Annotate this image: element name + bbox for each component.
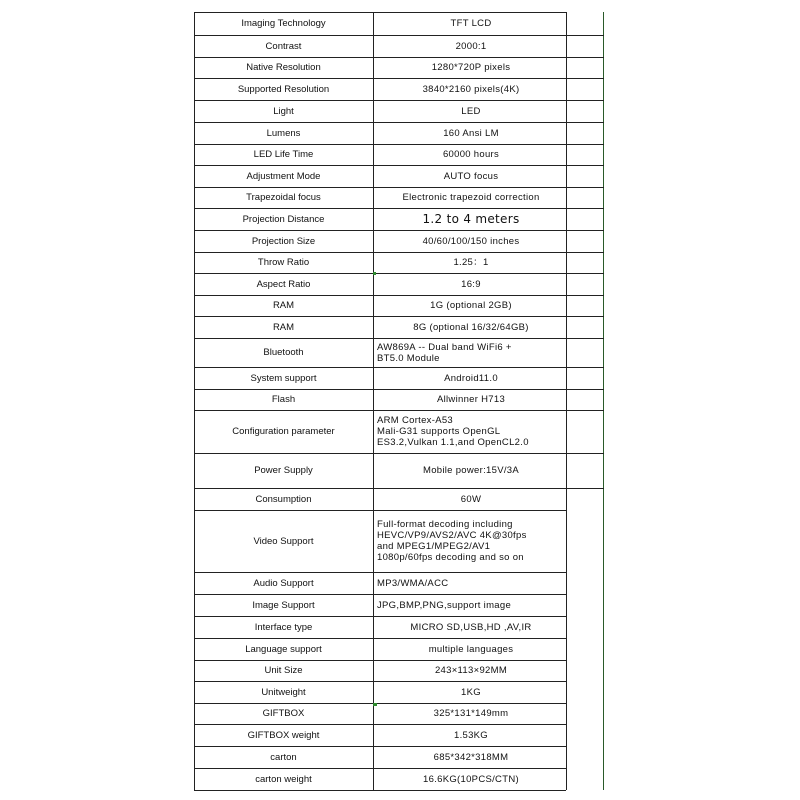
- spec-label: Audio Support: [253, 577, 314, 589]
- spec-label: GIFTBOX: [262, 708, 305, 719]
- spec-label: Language support: [245, 643, 322, 655]
- spec-value: JPG,BMP,PNG,support image: [377, 599, 512, 611]
- spec-value: 685*342*318MM: [433, 751, 509, 763]
- spec-label: Image Support: [252, 599, 315, 611]
- spec-label: Adjustment Mode: [246, 170, 321, 182]
- table-row: [194, 100, 566, 122]
- spec-label: Configuration parameter: [232, 426, 335, 437]
- table-row: [194, 638, 566, 660]
- spec-value: ARM Cortex-A53 Mali-G31 supports OpenGL ES3.2,Vulkan 1.1,and OpenCL2.0: [377, 415, 529, 448]
- spec-value: multiple languages: [428, 643, 514, 655]
- spec-value: 2000:1: [455, 40, 487, 52]
- spec-label: Unitweight: [261, 686, 306, 698]
- table-row: [194, 12, 566, 35]
- spec-value: 3840*2160 pixels(4K): [422, 83, 520, 95]
- spec-label: Contrast: [265, 40, 302, 52]
- table-row-divider: [194, 790, 566, 791]
- table-row: [194, 724, 566, 746]
- table-row: [194, 208, 566, 230]
- spec-label: Supported Resolution: [237, 83, 330, 95]
- spec-value: 325*131*149mm: [433, 708, 509, 719]
- spec-value: AUTO focus: [443, 170, 499, 182]
- spec-value: Android11.0: [444, 372, 498, 384]
- spec-label: Native Resolution: [246, 62, 321, 73]
- table-row: [194, 453, 566, 488]
- spec-value: MP3/WMA/ACC: [377, 577, 449, 589]
- table-right-border: [566, 12, 567, 790]
- spec-value: Mobile power:15V/3A: [422, 465, 519, 476]
- spec-value: 60000 hours: [442, 149, 500, 160]
- spec-value: 160 Ansi LM: [443, 127, 499, 139]
- table-row: [194, 165, 566, 187]
- green-cell-mark: [373, 703, 377, 706]
- spec-label: Light: [273, 105, 294, 117]
- spec-label: Flash: [271, 394, 296, 405]
- table-row: [194, 389, 566, 410]
- table-row: [194, 78, 566, 100]
- spec-value: 16:9: [461, 278, 481, 290]
- table-row: [194, 367, 566, 389]
- spec-value: 1.2 to 4 meters: [422, 211, 520, 226]
- spec-label: carton weight: [255, 773, 312, 785]
- spec-label: Aspect Ratio: [256, 278, 311, 290]
- table-row: [194, 35, 566, 57]
- table-row: [194, 295, 566, 316]
- table-row: [194, 338, 566, 367]
- spec-value: TFT LCD: [450, 18, 492, 29]
- spec-label: Throw Ratio: [257, 257, 310, 268]
- spec-value: LED: [461, 105, 481, 117]
- table-row: [194, 703, 566, 724]
- table-row: [194, 316, 566, 338]
- spec-value: MICRO SD,USB,HD ,AV,IR: [410, 621, 532, 633]
- spec-value: 16.6KG(10PCS/CTN): [423, 773, 519, 785]
- spec-value: 40/60/100/150 inches: [422, 235, 520, 247]
- spec-label: Trapezoidal focus: [246, 192, 321, 203]
- table-row: [194, 510, 566, 572]
- spec-label: Projection Distance: [242, 213, 325, 225]
- spec-value: 8G (optional 16/32/64GB): [413, 321, 529, 333]
- table-row: [194, 594, 566, 616]
- table-row: [194, 746, 566, 768]
- spec-value: 1.25：1: [453, 257, 489, 268]
- spec-value: AW869A -- Dual band WiFi6 + BT5.0 Module: [377, 341, 512, 364]
- spec-label: carton: [270, 751, 297, 763]
- spec-label: LED Life Time: [253, 149, 314, 160]
- outer-right-border: [603, 12, 604, 790]
- spec-value: Full-format decoding including HEVC/VP9/AVS2/AVC 4K@30fps and MPEG1/MPEG2/AV1 1080p/60fps decoding and so on: [377, 519, 527, 563]
- table-row: [194, 273, 566, 295]
- spec-label: Imaging Technology: [241, 18, 326, 29]
- table-row: [194, 230, 566, 252]
- spec-value: 1G (optional 2GB): [430, 300, 512, 311]
- spec-value: Allwinner H713: [436, 394, 506, 405]
- spec-value: 1.53KG: [453, 729, 488, 741]
- green-cell-mark: [373, 272, 376, 275]
- spec-label: Projection Size: [251, 235, 316, 247]
- table-row: [194, 681, 566, 703]
- table-row: [194, 616, 566, 638]
- spec-label: Video Support: [253, 535, 314, 547]
- table-row: [194, 187, 566, 208]
- spec-value: 1KG: [461, 686, 481, 698]
- spec-value: Electronic trapezoid correction: [402, 192, 540, 203]
- spec-label: Consumption: [255, 493, 312, 505]
- table-row: [194, 660, 566, 681]
- table-row: [194, 410, 566, 453]
- spec-label: GIFTBOX weight: [247, 729, 320, 741]
- spec-label: Power Supply: [254, 465, 313, 476]
- table-row: [194, 572, 566, 594]
- spec-label: RAM: [272, 300, 295, 311]
- table-row: [194, 252, 566, 273]
- spec-label: System support: [250, 372, 317, 384]
- table-row: [194, 144, 566, 165]
- spec-label: Bluetooth: [263, 347, 304, 358]
- table-row: [194, 488, 566, 510]
- spec-value: 243×113×92MM: [434, 665, 508, 676]
- table-row: [194, 57, 566, 78]
- spec-label: RAM: [272, 321, 295, 333]
- spec-value: 60W: [460, 493, 482, 505]
- table-row: [194, 122, 566, 144]
- spec-label: Interface type: [254, 621, 313, 633]
- spec-value: 1280*720P pixels: [431, 62, 511, 73]
- spec-label: Lumens: [266, 127, 301, 139]
- spec-label: Unit Size: [264, 665, 303, 676]
- table-row: [194, 768, 566, 790]
